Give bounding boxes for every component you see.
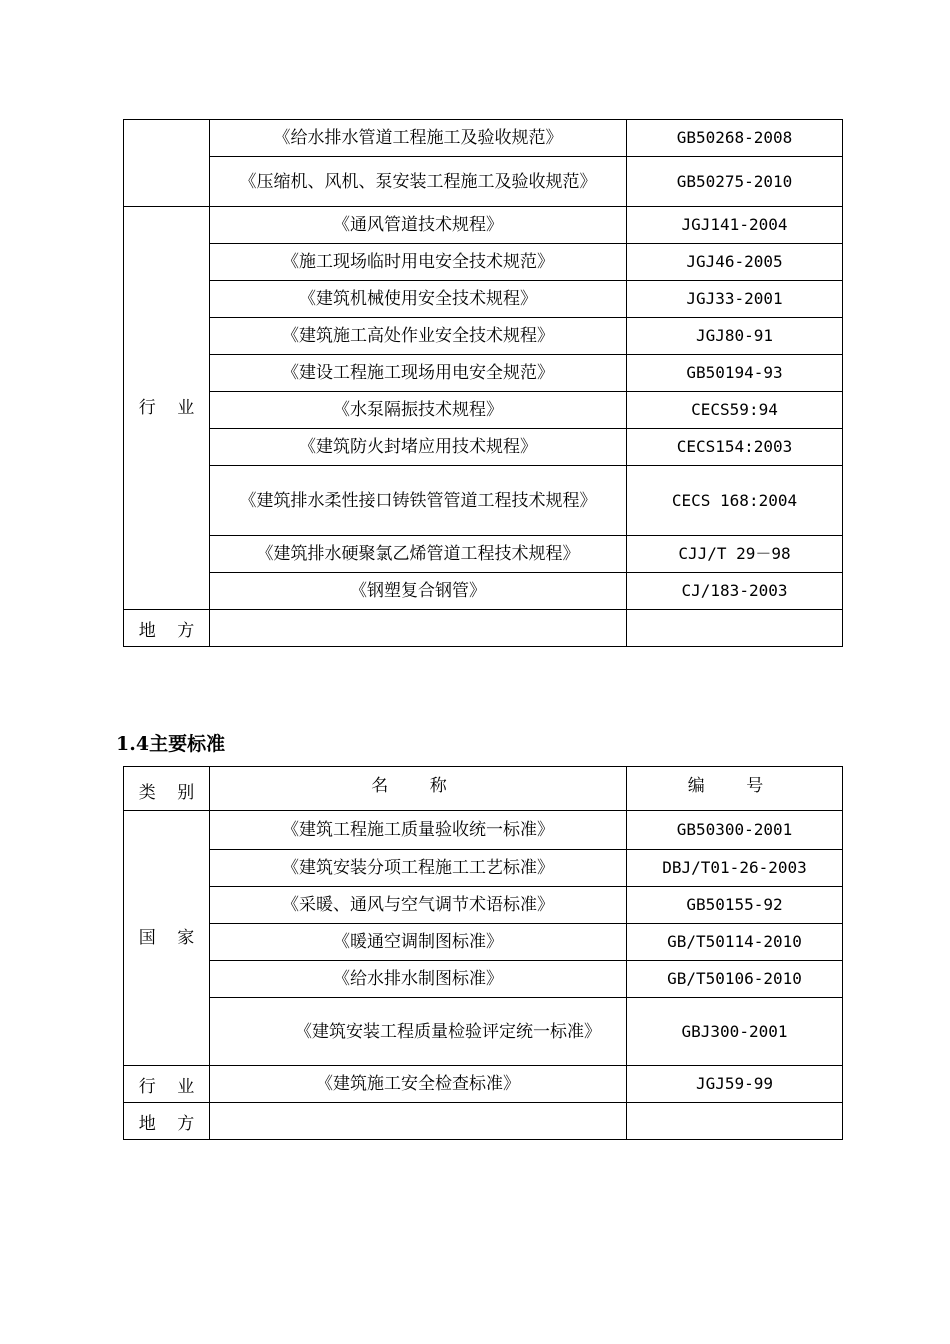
standard-name: 《建设工程施工现场用电安全规范》: [210, 355, 627, 392]
table-row: [124, 157, 843, 207]
standard-name: 《压缩机、风机、泵安装工程施工及验收规范》: [210, 157, 627, 207]
standard-name-blank: [210, 1103, 627, 1140]
standard-name: 《水泵隔振技术规程》: [210, 392, 627, 429]
table-row: [124, 466, 843, 536]
header-category: 类 别: [124, 767, 210, 811]
standard-code: GB50300-2001: [627, 811, 843, 850]
standard-name-blank: [210, 610, 627, 647]
header-name: 名 称: [210, 767, 627, 811]
table-row: [124, 1066, 843, 1103]
table-row: [124, 1103, 843, 1140]
standard-code: DBJ/T01-26-2003: [627, 850, 843, 887]
standard-code: CJ/183-2003: [627, 573, 843, 610]
standards-table-continued: [123, 119, 843, 647]
category-local: 地 方: [124, 610, 210, 647]
standard-code: GB50268-2008: [627, 120, 843, 157]
standard-name: 《建筑机械使用安全技术规程》: [210, 281, 627, 318]
standard-name: 《通风管道技术规程》: [210, 207, 627, 244]
table-row: [124, 355, 843, 392]
table-row: [124, 536, 843, 573]
standard-code: CECS154:2003: [627, 429, 843, 466]
category-national: 国 家: [124, 811, 210, 1066]
standard-name: 《建筑安装分项工程施工工艺标准》: [210, 850, 627, 887]
table-row: [124, 573, 843, 610]
standard-code: GBJ300-2001: [627, 998, 843, 1066]
standard-code: GB/T50114-2010: [627, 924, 843, 961]
table-row: [124, 429, 843, 466]
standard-name: 《暖通空调制图标准》: [210, 924, 627, 961]
standard-code-blank: [627, 1103, 843, 1140]
table-header-row: [124, 767, 843, 811]
standard-code: GB/T50106-2010: [627, 961, 843, 998]
table-row: [124, 924, 843, 961]
table-row: [124, 392, 843, 429]
standard-name: 《给水排水管道工程施工及验收规范》: [210, 120, 627, 157]
table-row: [124, 961, 843, 998]
table-row: [124, 610, 843, 647]
category-local: 地 方: [124, 1103, 210, 1140]
standard-name: 《建筑施工安全检查标准》: [210, 1066, 627, 1103]
table-row: [124, 811, 843, 850]
standard-code: GB50155-92: [627, 887, 843, 924]
standard-name: 《建筑工程施工质量验收统一标准》: [210, 811, 627, 850]
section-heading: [116, 732, 225, 756]
standard-name: 《建筑施工高处作业安全技术规程》: [210, 318, 627, 355]
main-standards-table: [123, 766, 843, 1140]
section-number: 1.4: [116, 733, 150, 755]
standard-name: 《建筑防火封堵应用技术规程》: [210, 429, 627, 466]
standard-code: JGJ59-99: [627, 1066, 843, 1103]
standard-code: JGJ141-2004: [627, 207, 843, 244]
standard-name: 《建筑排水柔性接口铸铁管管道工程技术规程》: [210, 466, 627, 536]
table-row: [124, 281, 843, 318]
table-row: [124, 244, 843, 281]
section-title: 主要标准: [149, 733, 226, 755]
table-row: [124, 120, 843, 157]
table-row: [124, 998, 843, 1066]
standard-name: 《建筑安装工程质量检验评定统一标准》: [210, 998, 627, 1066]
category-industry: 行 业: [124, 207, 210, 610]
standard-code: GB50194-93: [627, 355, 843, 392]
standard-name: 《钢塑复合钢管》: [210, 573, 627, 610]
standard-name: 《采暖、通风与空气调节术语标准》: [210, 887, 627, 924]
standard-code: JGJ46-2005: [627, 244, 843, 281]
standard-code: CJJ/T 29－98: [627, 536, 843, 573]
standard-code: CECS 168:2004: [627, 466, 843, 536]
standard-code: CECS59:94: [627, 392, 843, 429]
standard-code-blank: [627, 610, 843, 647]
table-row: [124, 887, 843, 924]
standard-name: 《给水排水制图标准》: [210, 961, 627, 998]
table-row: [124, 318, 843, 355]
standard-name: 《施工现场临时用电安全技术规范》: [210, 244, 627, 281]
standard-code: GB50275-2010: [627, 157, 843, 207]
standard-code: JGJ33-2001: [627, 281, 843, 318]
header-code: 编 号: [627, 767, 843, 811]
standard-name: 《建筑排水硬聚氯乙烯管道工程技术规程》: [210, 536, 627, 573]
standard-code: JGJ80-91: [627, 318, 843, 355]
table-row: [124, 850, 843, 887]
category-cell-blank: [124, 120, 210, 207]
category-industry: 行 业: [124, 1066, 210, 1103]
table-row: [124, 207, 843, 244]
